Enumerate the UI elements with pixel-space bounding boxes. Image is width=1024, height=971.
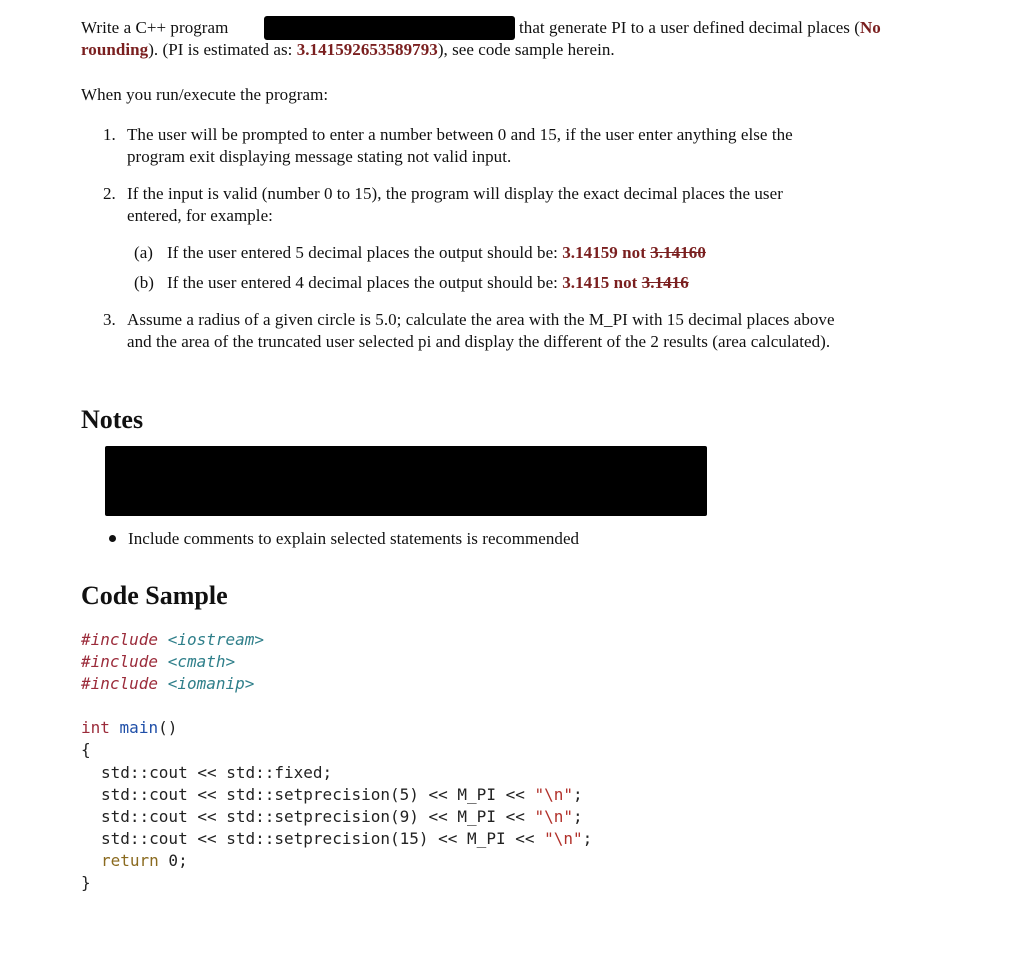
code-open-brace: { — [81, 740, 91, 759]
code-line-4: std::cout << std::setprecision(15) << M_PI << "\n"; — [101, 829, 593, 848]
intro-line-2: rounding). (PI is estimated as: 3.141592653589793), see code sample herein. — [81, 40, 615, 59]
code-main-signature: int main() — [81, 718, 178, 737]
step-1-line-1: The user will be prompted to enter a number between 0 and 15, if the user enter anything else the — [127, 125, 793, 144]
code-include-2: #include <cmath> — [81, 652, 236, 671]
pi-value: 3.141592653589793 — [296, 40, 438, 59]
intro-prefix: Write a C++ program — [81, 18, 229, 37]
code-return: return 0; — [101, 851, 188, 870]
substep-a: If the user entered 5 decimal places the output should be: 3.14159 not 3.14160 — [167, 243, 706, 262]
substep-b: If the user entered 4 decimal places the output should be: 3.1415 not 3.1416 — [167, 273, 689, 292]
code-line-2: std::cout << std::setprecision(5) << M_PI << "\n"; — [101, 785, 583, 804]
step-3-line-1: Assume a radius of a given circle is 5.0; calculate the area with the M_PI with 15 decimal places above — [127, 310, 835, 329]
step-3-number: 3. — [103, 310, 116, 329]
bullet-icon — [109, 535, 116, 542]
notes-bullet: Include comments to explain selected statements is recommended — [109, 528, 579, 550]
run-intro: When you run/execute the program: — [81, 85, 329, 104]
redaction-bar — [264, 16, 515, 40]
code-close-brace: } — [81, 873, 91, 892]
code-include-3: #include <iomanip> — [81, 674, 255, 693]
notes-heading: Notes — [81, 405, 144, 434]
step-2-line-2: entered, for example: — [127, 206, 273, 225]
notes-redaction — [105, 446, 707, 516]
substep-b-label: (b) — [134, 273, 154, 292]
step-2-line-1: If the input is valid (number 0 to 15), the program will display the exact decimal places the user — [127, 184, 783, 203]
step-2-number: 2. — [103, 184, 116, 203]
code-line-1: std::cout << std::fixed; — [101, 763, 333, 782]
substep-a-label: (a) — [134, 243, 154, 262]
code-sample-heading: Code Sample — [81, 581, 228, 610]
step-3-line-2: and the area of the truncated user selected pi and display the different of the 2 results (area calculated). — [127, 332, 831, 351]
code-line-3: std::cout << std::setprecision(9) << M_PI << "\n"; — [101, 807, 583, 826]
code-include-1: #include <iostream> — [81, 630, 265, 649]
intro-line-1-rest: that generate PI to a user defined decimal places (No — [519, 18, 881, 37]
intro-line-1 — [81, 17, 228, 39]
step-1-line-2: program exit displaying message stating not valid input. — [127, 147, 512, 166]
step-1-number: 1. — [103, 125, 116, 144]
